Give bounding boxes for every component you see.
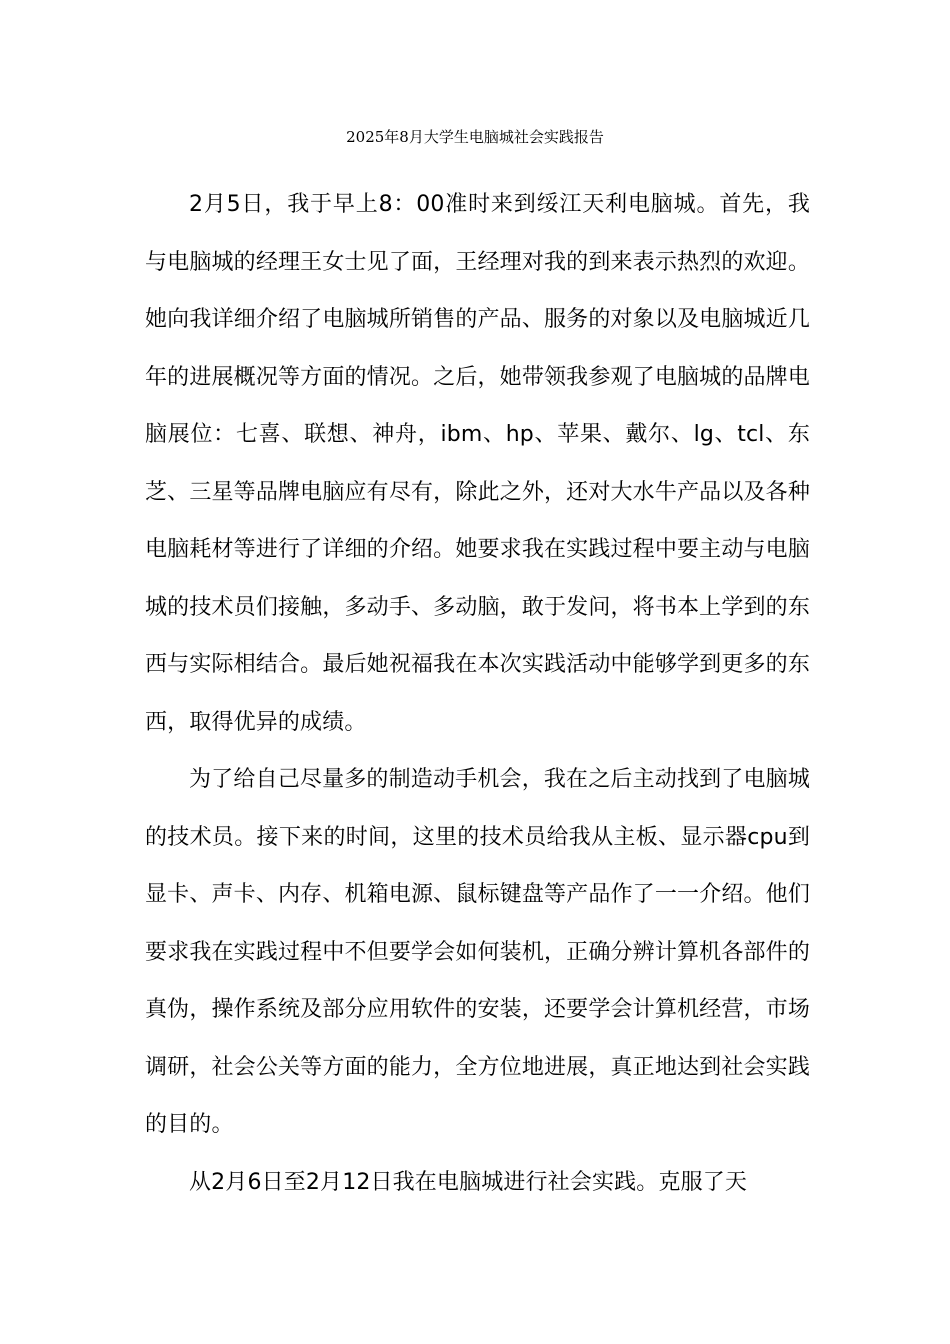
document-title: 2025年8月大学生电脑城社会实践报告 (346, 128, 604, 146)
paragraph-3: 从2月6日至2月12日我在电脑城进行社会实践。克服了天 (189, 1169, 748, 1195)
paragraph-1: 2月5日，我于早上8：00准时来到绥江天利电脑城。首先，我与电脑城的经理王女士见了面，王经理对我的到来表示热烈的欢迎。她向我详细介绍了电脑城所销售的产品、服务的对象以及电脑城近几年的进展概况等方面的情况。之后，她带领我参观了电脑城的品牌电脑展位：七喜、联想、神舟，ibm、hp、苹果、戴尔、lg、tcl、东芝、三星等品牌电脑应有尽有，除此之外，还对大水牛产品以及各种电脑耗材等进行了详细的介绍。她要求我在实践过程中要主动与电脑城的技术员们接触，多动手、多动脑，敢于发问，将书本上学到的东西与实际相结合。最后她祝福我在本次实践活动中能够学到更多的东西，取得优异的成绩。 (145, 192, 810, 735)
paragraph-2: 为了给自己尽量多的制造动手机会，我在之后主动找到了电脑城的技术员。接下来的时间，这里的技术员给我从主板、显示器cpu到显卡、声卡、内存、机箱电源、鼠标键盘等产品作了一一介绍。他们要求我在实践过程中不但要学会如何装机，正确分辨计算机各部件的真伪，操作系统及部分应用软件的安装，还要学会计算机经营，市场调研，社会公关等方面的能力，全方位地进展，真正地达到社会实践的目的。 (145, 767, 810, 1137)
document-body (145, 176, 810, 1211)
